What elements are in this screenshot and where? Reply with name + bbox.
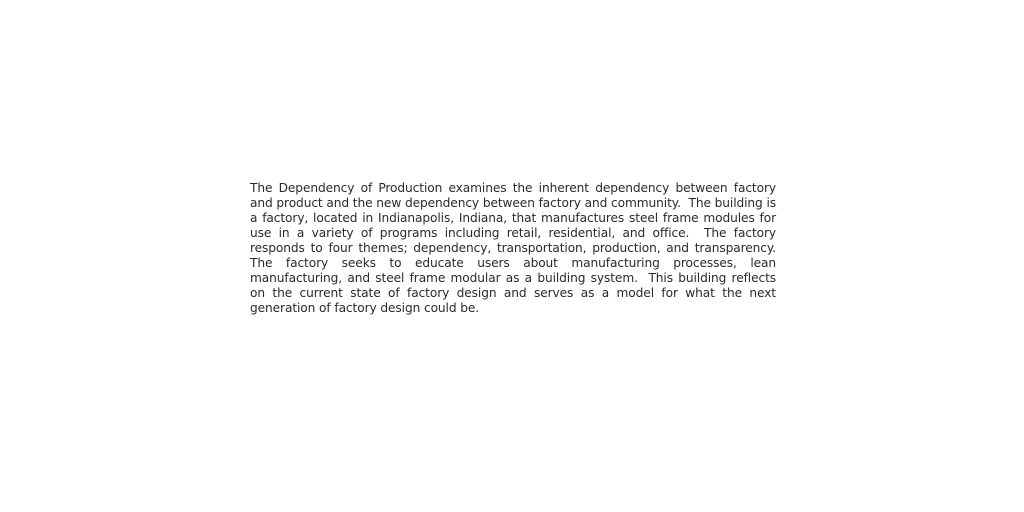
abstract-paragraph: The Dependency of Production examines the inherent dependency between factory and product and the new dependency between factory and community. The building is a factory, located in Indianapolis, Indiana, that manufactures steel frame modules for use in a variety of programs including retail, residential, and office. The factory responds to four themes; dependency, transportation, production, and transparency. The factory seeks to educate users about manufacturing processes, lean manufacturing, and steel frame modular as a building system. This building reflects on the current state of factory design and serves as a model for what the next generation of factory design could be. bbox=[250, 181, 784, 315]
